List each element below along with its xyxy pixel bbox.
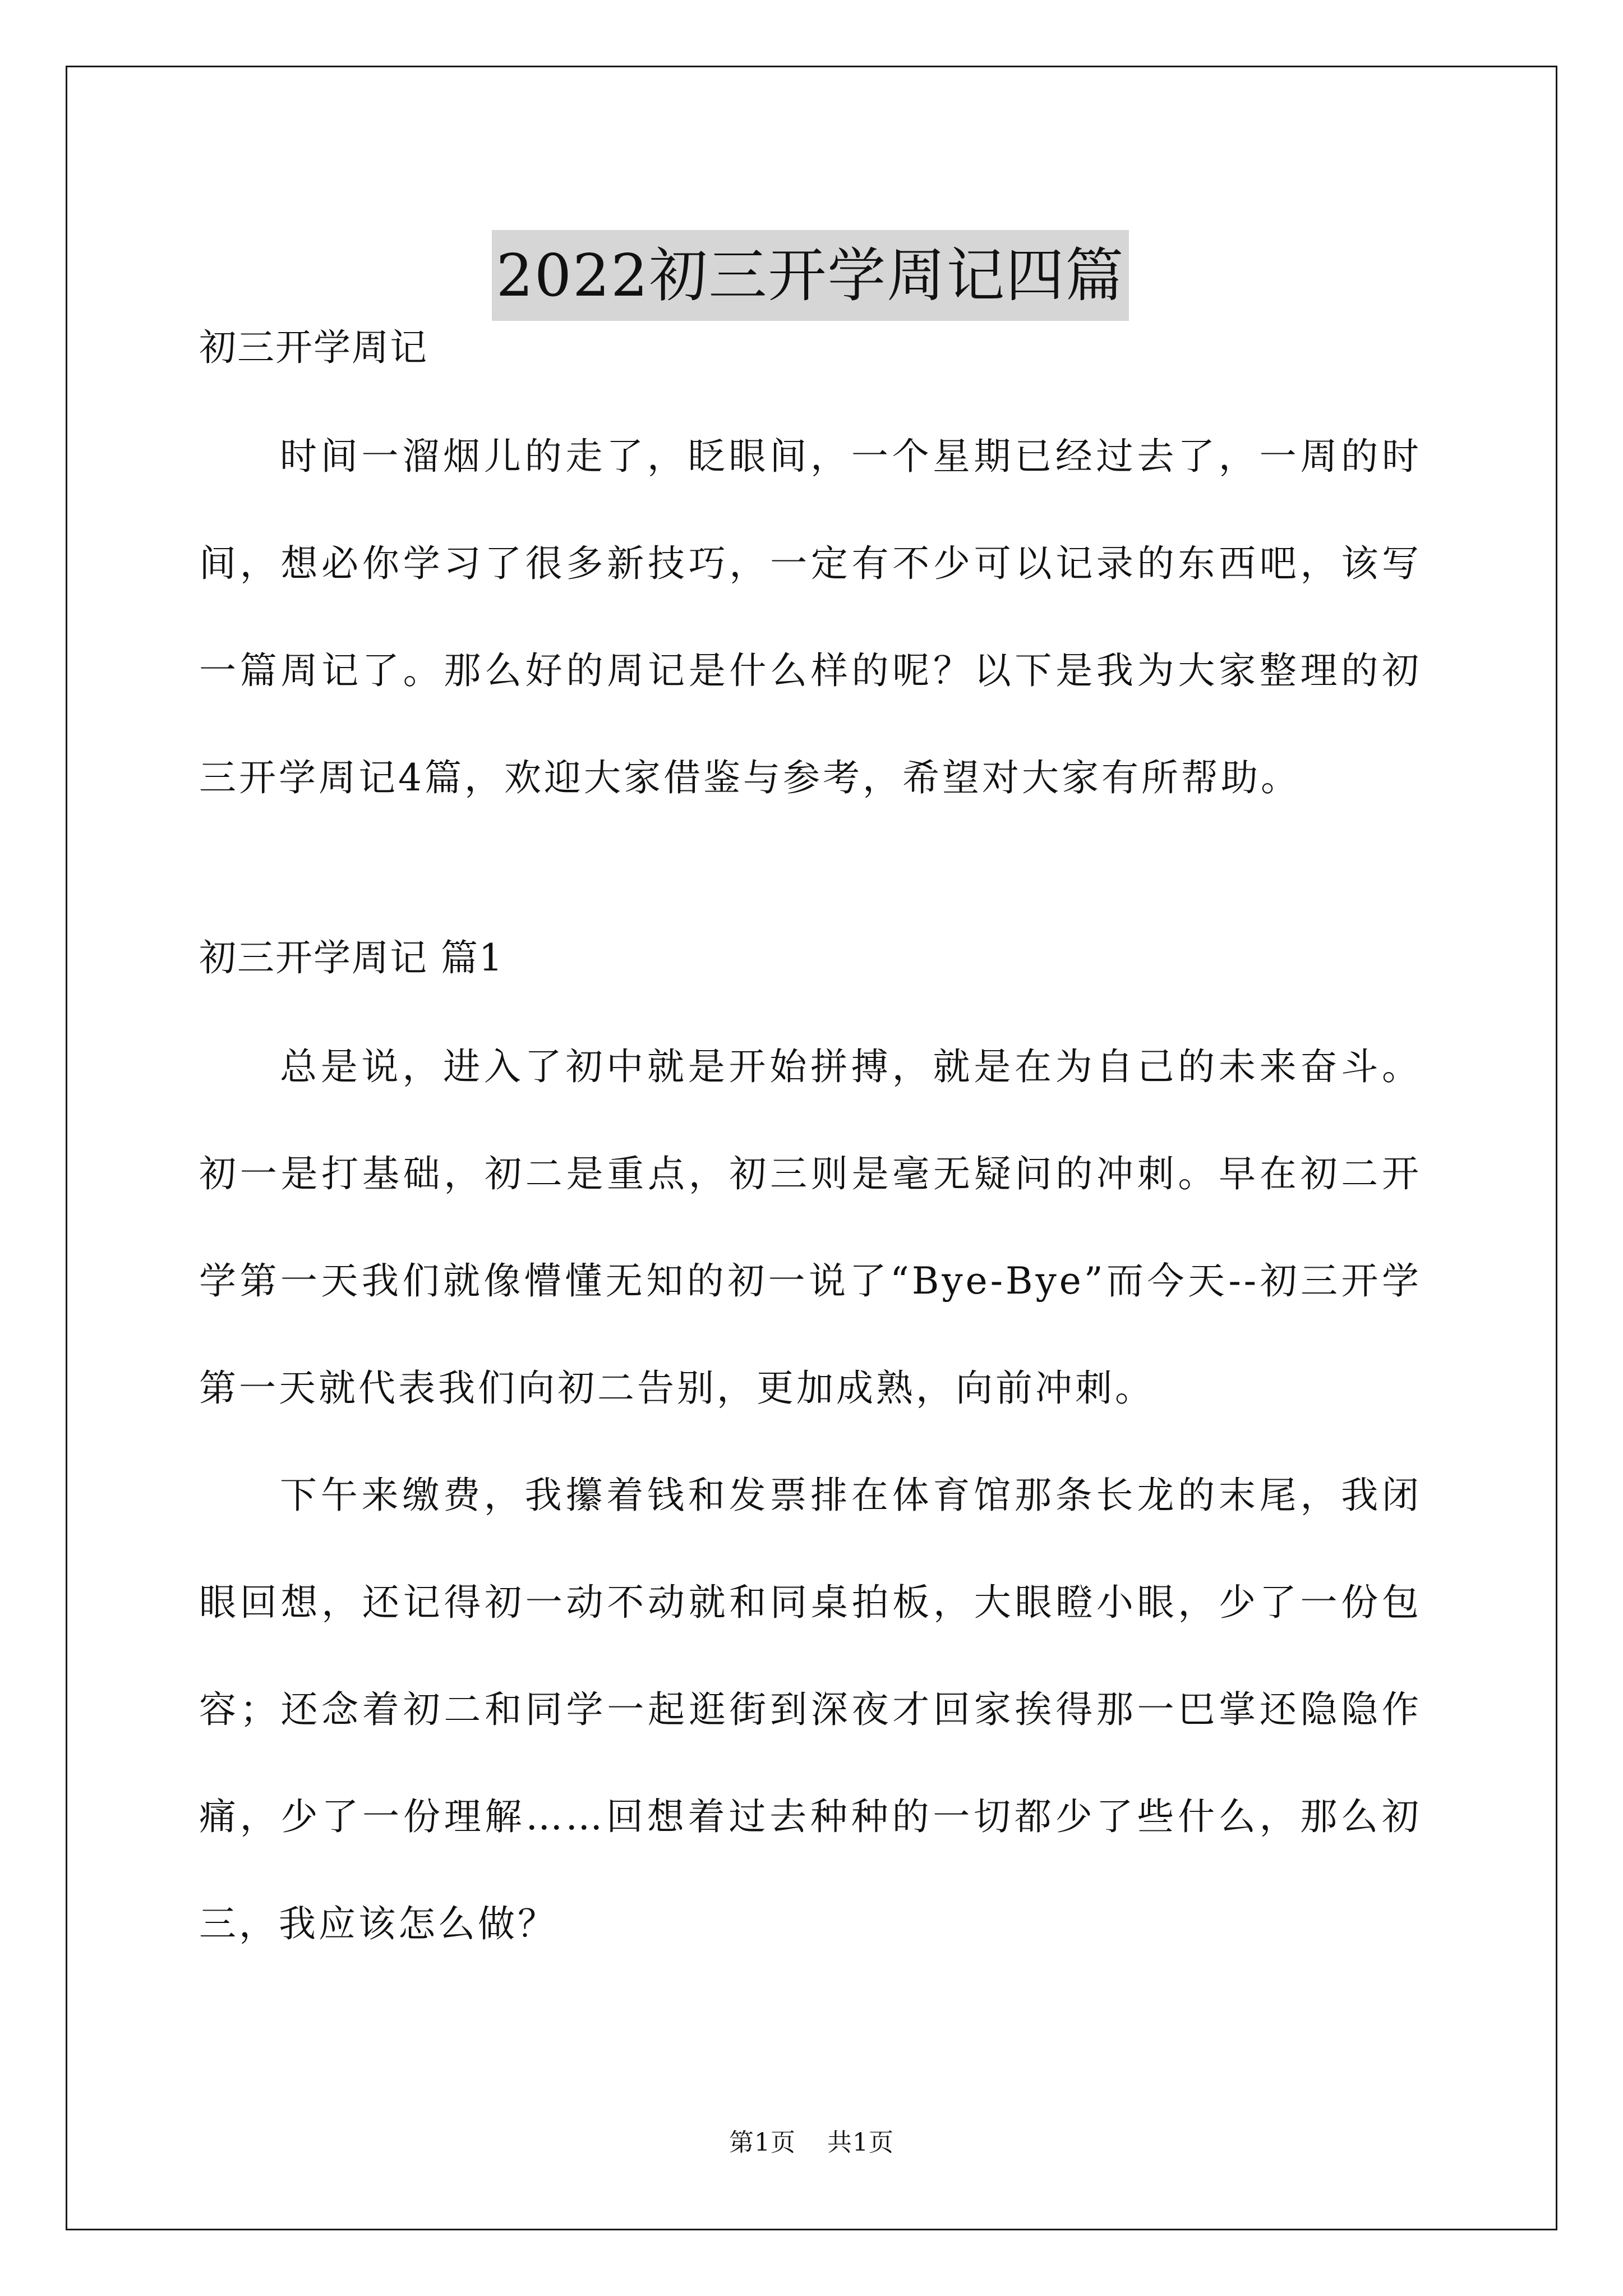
page-footer [0, 2126, 1623, 2160]
page-number: 第1页 [729, 2128, 796, 2157]
page-total: 共1页 [827, 2128, 894, 2157]
intro-paragraph: 时间一溜烟儿的走了，眨眼间，一个星期已经过去了，一周的时间，想必你学习了很多新技巧，一定有不少可以记录的东西吧，该写一篇周记了。那么好的周记是什么样的呢？以下是我为大家整理的初三开学周记4篇，欢迎大家借鉴与参考，希望对大家有所帮助。 [199, 435, 1422, 799]
document-title: 2022初三开学周记四篇 [492, 230, 1129, 321]
section1-paragraph-1: 总是说，进入了初中就是开始拼搏，就是在为自己的未来奋斗。初一是打基础，初二是重点，初三则是毫无疑问的冲刺。早在初二开学第一天我们就像懵懂无知的初一说了“Bye-Bye”而今天--初三开学第一天就代表我们向初二告别，更加成熟，向前冲刺。 [199, 1045, 1422, 1410]
intro-heading: 初三开学周记 [199, 326, 428, 369]
document-body [199, 191, 1422, 1977]
title-wrapper [199, 191, 1422, 310]
section1-paragraph-2: 下午来缴费，我攥着钱和发票排在体育馆那条长龙的末尾，我闭眼回想，还记得初一动不动就和同桌拍板，大眼瞪小眼，少了一份包容；还念着初二和同学一起逛街到深夜才回家挨得那一巴掌还隐隐作痛，少了一份理解……回想着过去种种的一切都少了些什么，那么初三，我应该怎么做？ [199, 1474, 1422, 1945]
section1-heading: 初三开学周记 篇1 [199, 936, 504, 979]
